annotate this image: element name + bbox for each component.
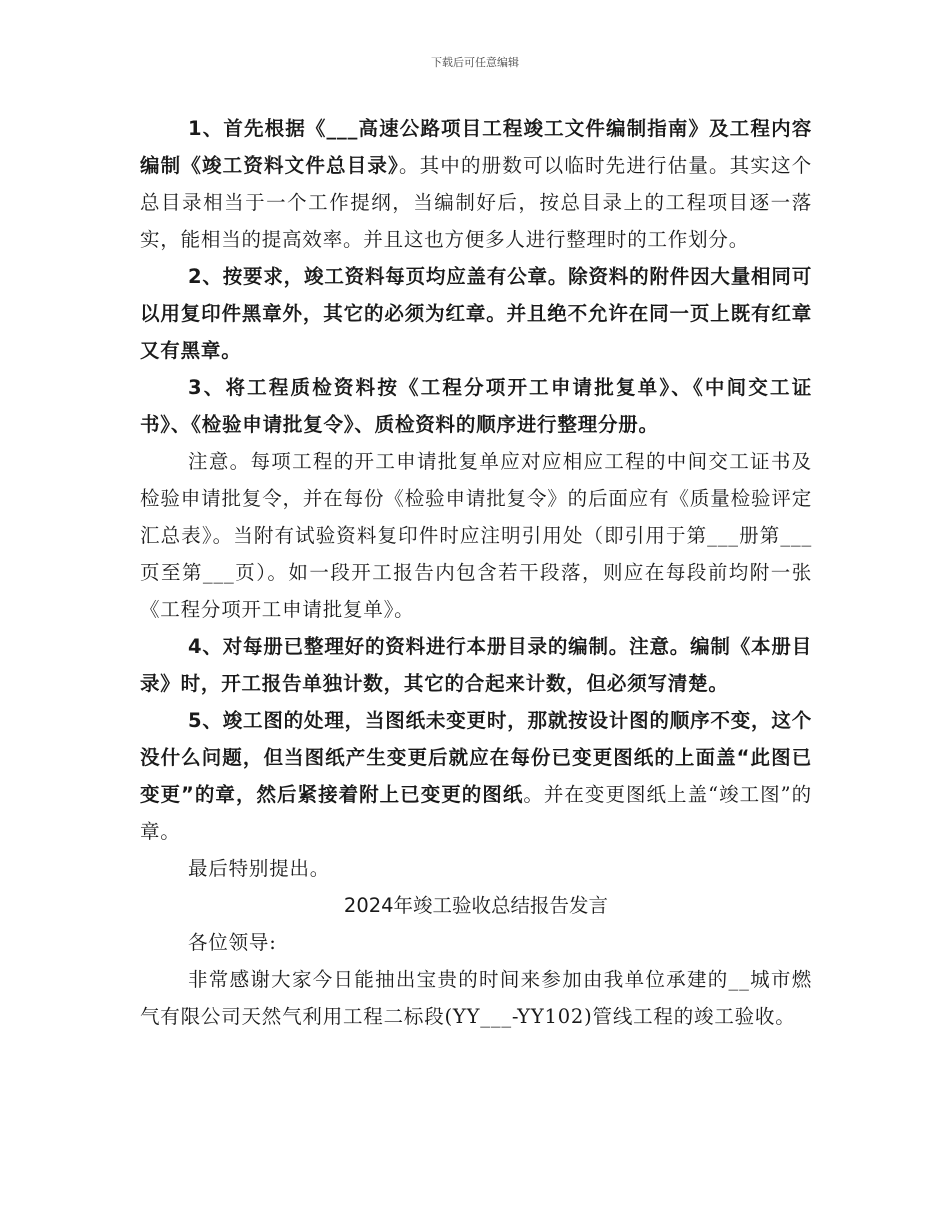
paragraph-5 [140,702,812,850]
paragraph-4 [140,628,812,702]
paragraph-note: 注意。每项工程的开工申请批复单应对应相应工程的中间交工证书及检验申请批复令，并在每份《检验申请批复令》的后面应有《质量检验评定汇总表》。当附有试验资料复印件时应注明引用处（即引用于第___册第___页至第___页）。如一段开工报告内包含若干段落，则应在每段前均附一张《工程分项开工申请批复单》。 [140,450,812,621]
paragraph-final: 最后特别提出。 [188,857,331,880]
document-body [140,110,812,1035]
paragraph-3 [140,369,812,443]
paragraph-2 [140,258,812,369]
salutation: 各位领导: [188,931,277,954]
paragraph-1-rest: 。其中的册数可以临时先进行估量。其实这个总目录相当于一个工作提纲，当编制好后，按总目录上的工程项目逐一落实，能相当的提高效率。并且这也方便多人进行整理时的工作划分。 [140,154,812,251]
paragraph-3-bold: 3、将工程质检资料按《工程分项开工申请批复单》、《中间交工证书》、《检验申请批复令》、质检资料的顺序进行整理分册。 [140,376,812,436]
paragraph-2-bold: 2、按要求，竣工资料每页均应盖有公章。除资料的附件因大量相同可以用复印件黑章外，其它的必须为红章。并且绝不允许在同一页上既有红章又有黑章。 [140,265,812,362]
paragraph-1-bold: 1、首先根据《___高速公路项目工程竣工文件编制指南》及工程内容编制《竣工资料文件总目录》 [140,117,812,177]
page-header: 下载后可任意编辑 [431,56,519,69]
speech-paragraph-1: 非常感谢大家今日能抽出宝贵的时间来参加由我单位承建的__城市燃气有限公司天然气利用工程二标段(YY___-YY102)管线工程的竣工验收。 [140,968,812,1028]
paragraph-5-rest: 。并在变更图纸上盖“竣工图”的章。 [140,783,812,843]
paragraph-1 [140,110,812,258]
paragraph-4-bold: 4、对每册已整理好的资料进行本册目录的编制。注意。编制《本册目录》时，开工报告单独计数，其它的合起来计数，但必须写清楚。 [140,635,812,695]
paragraph-5-bold: 5、竣工图的处理，当图纸未变更时，那就按设计图的顺序不变，这个没什么问题，但当图纸产生变更后就应在每份已变更图纸的上面盖“此图已变更”的章，然后紧接着附上已变更的图纸 [140,709,812,806]
section-title: 2024年竣工验收总结报告发言 [343,894,609,917]
